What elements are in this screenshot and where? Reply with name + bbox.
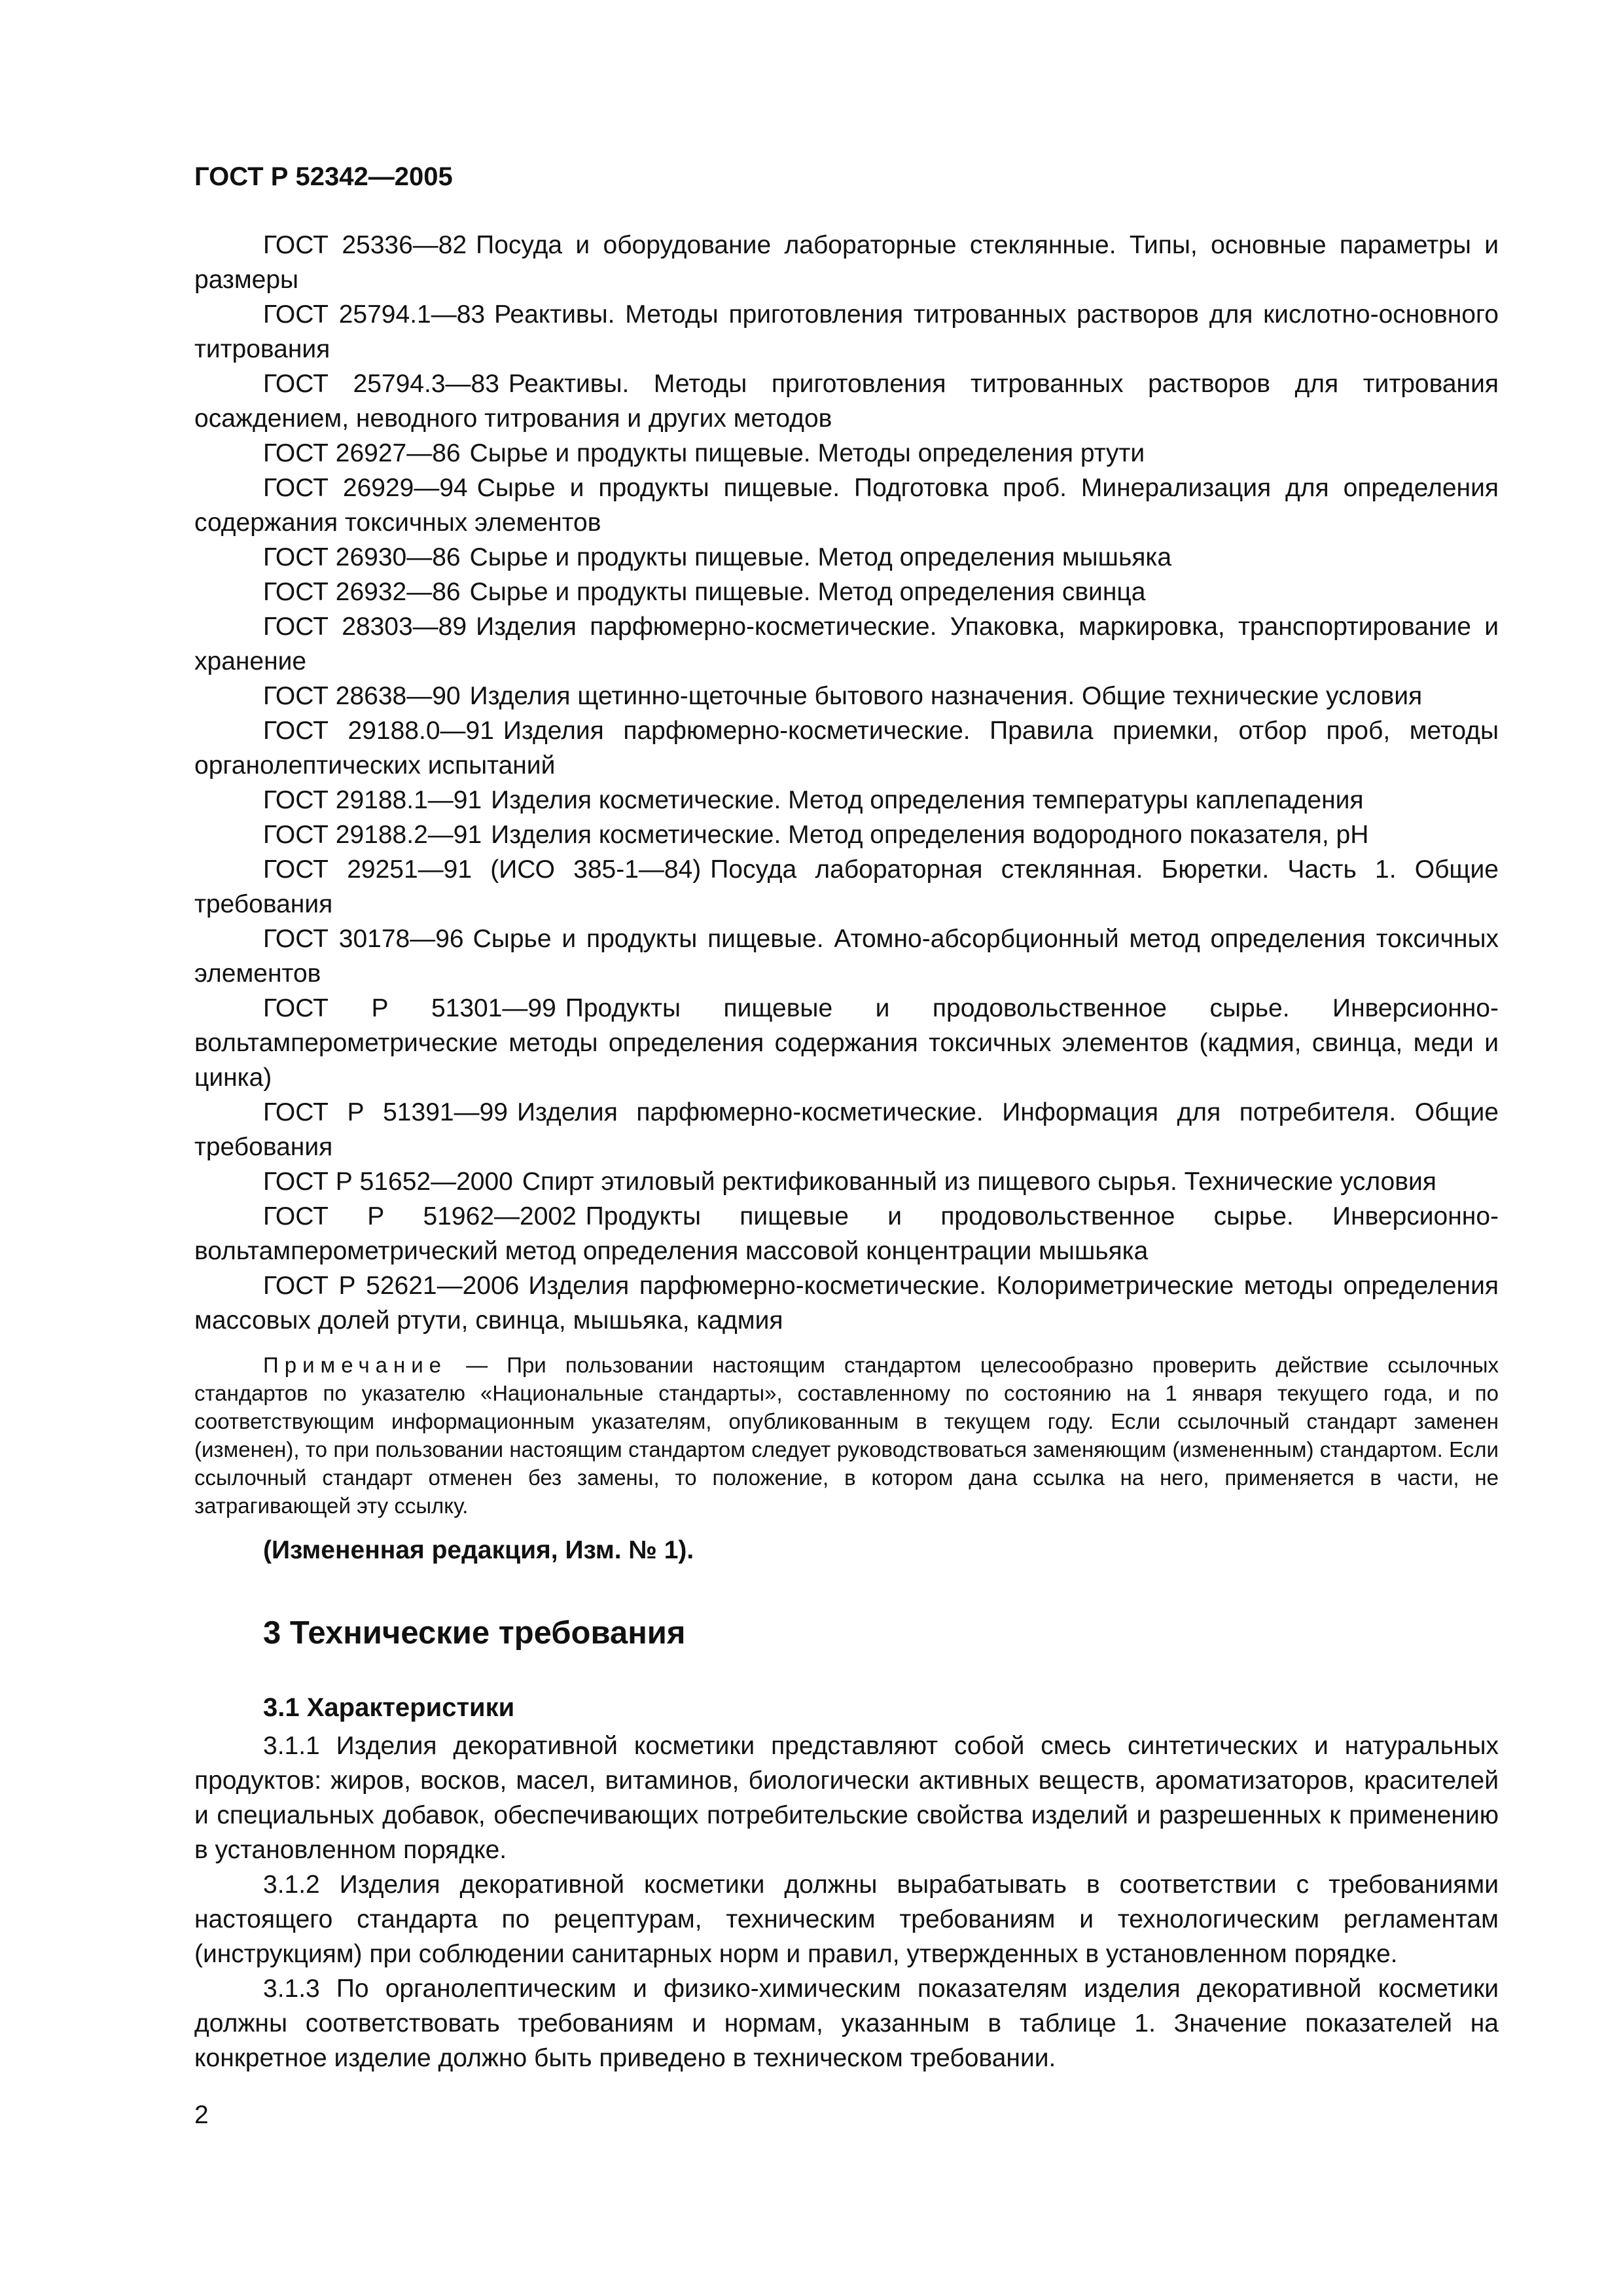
reference-title: Изделия парфюмерно-косметические. Упаковка, маркировка, транспортирование и хранение xyxy=(194,613,1499,675)
reference-code: ГОСТ 28303—89 xyxy=(263,613,467,641)
reference-item xyxy=(194,1095,1499,1164)
reference-code: ГОСТ 26929—94 xyxy=(263,474,468,502)
reference-item xyxy=(194,679,1499,713)
reference-list xyxy=(194,228,1499,1338)
reference-title: Сырье и продукты пищевые. Подготовка проб. Минерализация для определения содержания токсичных элементов xyxy=(194,474,1499,537)
reference-item xyxy=(194,1268,1499,1338)
reference-item xyxy=(194,783,1499,817)
reference-item xyxy=(194,852,1499,922)
reference-item xyxy=(194,228,1499,297)
reference-title: Посуда и оборудование лабораторные стеклянные. Типы, основные параметры и размеры xyxy=(194,231,1499,294)
reference-code: ГОСТ 26932—86 xyxy=(263,578,461,606)
reference-code: ГОСТ Р 51301—99 xyxy=(263,994,556,1022)
reference-code: ГОСТ 29188.2—91 xyxy=(263,821,482,849)
reference-code: ГОСТ 29188.0—91 xyxy=(263,717,494,745)
reference-item xyxy=(194,297,1499,367)
reference-code: ГОСТ 30178—96 xyxy=(263,925,464,953)
reference-title: Реактивы. Методы приготовления титрованных растворов для титрования осаждением, неводного титрования и других методов xyxy=(194,370,1499,433)
reference-title: Сырье и продукты пищевые. Метод определения мышьяка xyxy=(469,543,1172,571)
reference-title: Сырье и продукты пищевые. Метод определения свинца xyxy=(469,578,1146,606)
reference-code: ГОСТ 25794.1—83 xyxy=(263,300,486,329)
document-page xyxy=(194,161,1499,2075)
change-note: (Измененная редакция, Изм. № 1). xyxy=(263,1536,694,1564)
reference-item xyxy=(194,367,1499,436)
paragraph: 3.1.2 Изделия декоративной косметики должны вырабатывать в соответствии с требованиями настоящего стандарта по рецептурам, техническим требованиям и технологическим регламентам (инструкциям) при соблюдении санитарных норм и правил, утвержденных в установленном порядке. xyxy=(194,1871,1499,1968)
note-text: — При пользовании настоящим стандартом целесообразно проверить действие ссылочных стандартов по указателю «Национальные стандарты», составленному по состоянию на 1 января текущего года, и по соответствующим информационным указателям, опубликованным в текущем году. Если ссылочный стандарт заменен (изменен), то при пользовании настоящим стандартом следует руководствоваться заменяющим (измененным) стандартом. Если ссылочный стандарт отменен без замены, то положение, в котором дана ссылка на него, применяется в части, не затрагивающей эту ссылку. xyxy=(194,1353,1499,1518)
reference-title: Изделия косметические. Метод определения температуры каплепадения xyxy=(491,786,1364,814)
note-label: Примечание xyxy=(263,1353,448,1377)
reference-item xyxy=(194,471,1499,540)
reference-code: ГОСТ Р 51962—2002 xyxy=(263,1202,577,1230)
reference-code: ГОСТ 26927—86 xyxy=(263,439,461,467)
reference-code: ГОСТ 25794.3—83 xyxy=(263,370,499,398)
reference-title: Изделия парфюмерно-косметические. Информация для потребителя. Общие требования xyxy=(194,1098,1499,1161)
reference-item xyxy=(194,991,1499,1095)
reference-item xyxy=(194,609,1499,679)
reference-title: Посуда лабораторная стеклянная. Бюретки. Часть 1. Общие требования xyxy=(194,855,1499,918)
document-header: ГОСТ Р 52342—2005 xyxy=(194,162,453,191)
reference-title: Сырье и продукты пищевые. Методы определения ртути xyxy=(469,439,1145,467)
note-block xyxy=(194,1351,1499,1520)
reference-item xyxy=(194,436,1499,471)
reference-title: Продукты пищевые и продовольственное сырье. Инверсионно-вольтамперометрические методы определения содержания токсичных элементов (кадмия, свинца, меди и цинка) xyxy=(194,994,1499,1092)
reference-code: ГОСТ Р 51391—99 xyxy=(263,1098,508,1126)
paragraph: 3.1.1 Изделия декоративной косметики представляют собой смесь синтетических и натуральных продуктов: жиров, восков, масел, витаминов, биологически активных веществ, ароматизаторов, красителей и специальных добавок, обеспечивающих потребительские свойства изделий и разрешенных к применению в установленном порядке. xyxy=(194,1732,1499,1864)
reference-code: ГОСТ Р 52621—2006 xyxy=(263,1272,520,1300)
reference-code: ГОСТ 28638—90 xyxy=(263,682,461,710)
paragraph: 3.1.3 По органолептическим и физико-химическим показателям изделия декоративной косметики должны соответствовать требованиям и нормам, указанным в таблице 1. Значение показателей на конкретное изделие должно быть приведено в техническом требовании. xyxy=(194,1975,1499,2072)
reference-code: ГОСТ 25336—82 xyxy=(263,231,467,259)
reference-item xyxy=(194,1164,1499,1199)
reference-title: Продукты пищевые и продовольственное сырье. Инверсионно-вольтамперометрический метод определения массовой концентрации мышьяка xyxy=(194,1202,1499,1265)
reference-item xyxy=(194,817,1499,852)
reference-item xyxy=(194,540,1499,575)
reference-code: ГОСТ 26930—86 xyxy=(263,543,461,571)
reference-title: Спирт этиловый ректификованный из пищевого сырья. Технические условия xyxy=(522,1168,1436,1196)
reference-code: ГОСТ Р 51652—2000 xyxy=(263,1168,513,1196)
reference-code: ГОСТ 29251—91 (ИСО 385-1—84) xyxy=(263,855,702,884)
reference-title: Изделия парфюмерно-косметические. Колориметрические методы определения массовых долей ртути, свинца, мышьяка, кадмия xyxy=(194,1272,1499,1335)
section-title: 3 Технические требования xyxy=(263,1615,686,1651)
reference-item xyxy=(194,1199,1499,1268)
reference-item xyxy=(194,575,1499,609)
subsection-title: 3.1 Характеристики xyxy=(263,1693,515,1722)
page-number: 2 xyxy=(194,2101,209,2129)
reference-title: Сырье и продукты пищевые. Атомно-абсорбционный метод определения токсичных элементов xyxy=(194,925,1499,988)
reference-title: Реактивы. Методы приготовления титрованных растворов для кислотно-основного титрования xyxy=(194,300,1499,363)
reference-title: Изделия косметические. Метод определения водородного показателя, pH xyxy=(491,821,1369,849)
reference-title: Изделия щетинно-щеточные бытового назначения. Общие технические условия xyxy=(469,682,1423,710)
reference-title: Изделия парфюмерно-косметические. Правила приемки, отбор проб, методы органолептических испытаний xyxy=(194,717,1499,780)
reference-code: ГОСТ 29188.1—91 xyxy=(263,786,482,814)
reference-item xyxy=(194,922,1499,991)
reference-item xyxy=(194,713,1499,783)
